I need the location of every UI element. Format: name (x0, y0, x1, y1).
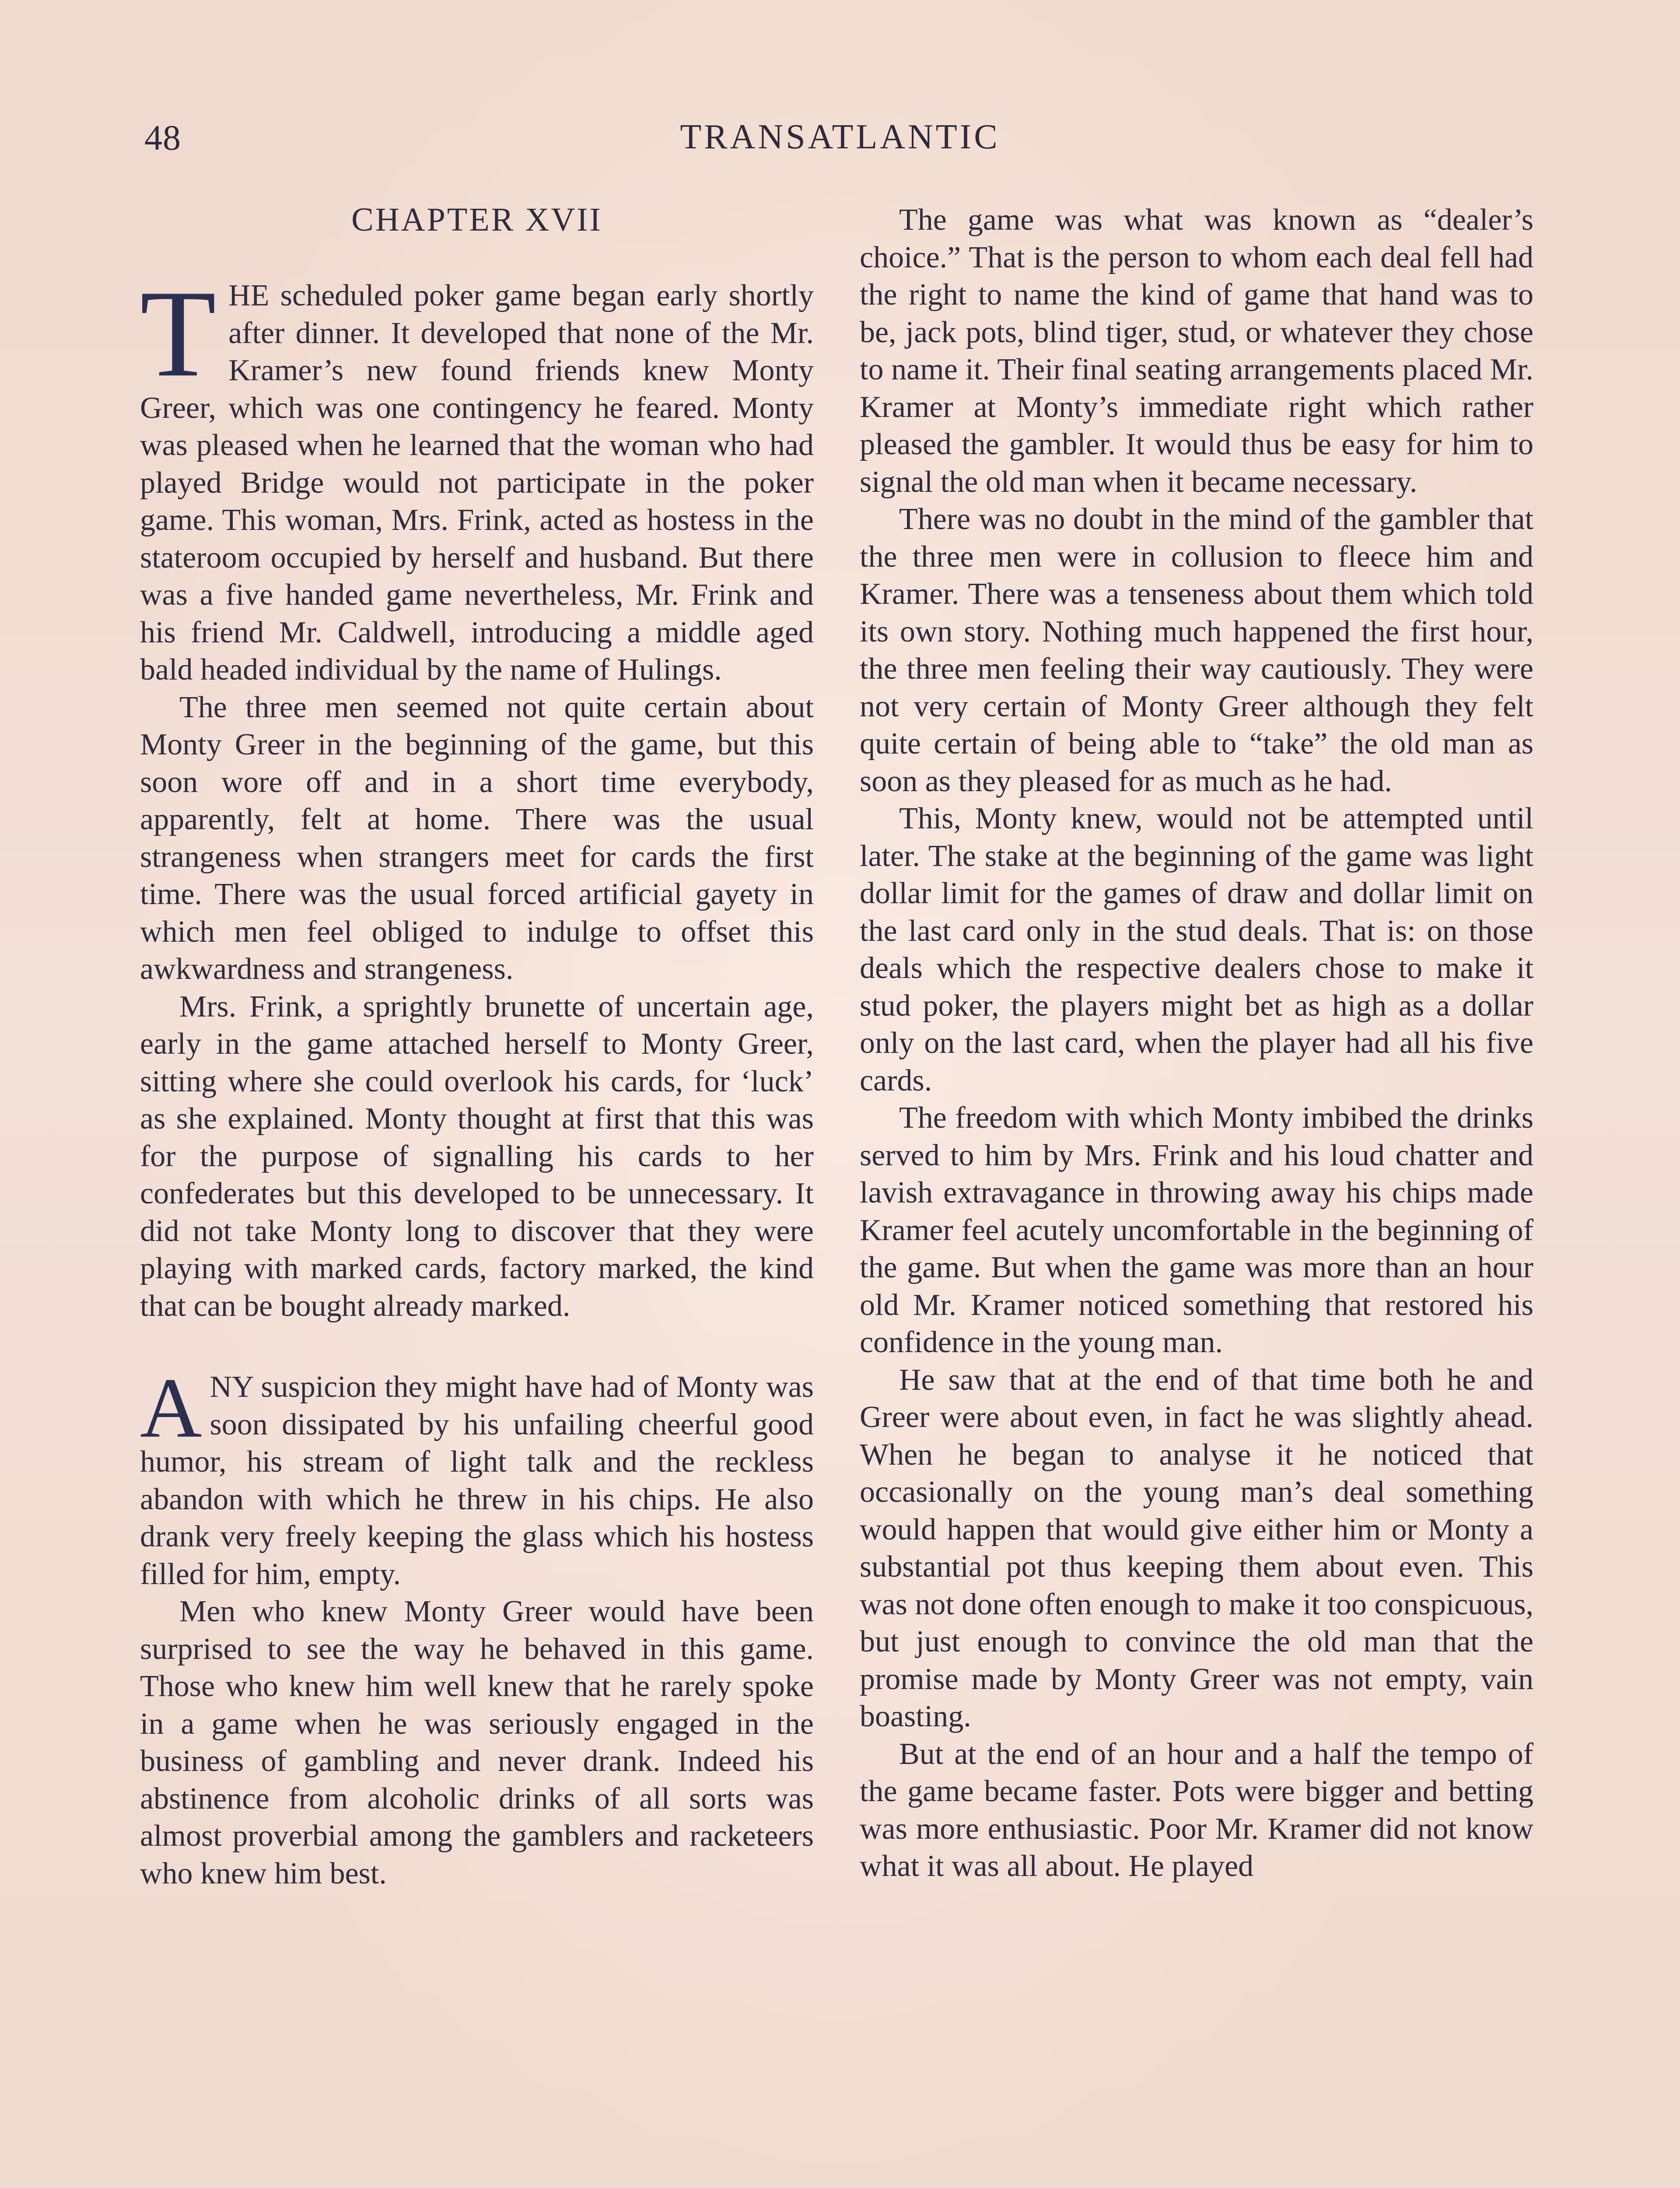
paragraph: The freedom with which Monty imbibed the drinks served to him by Mrs. Frink and his loud chatter and lavish extravagance in throwing away his chips made Kramer feel acutely uncomfortable in the beginning of the game. But when the game was more than an hour old Mr. Kramer noticed something that restored his confidence in the young man. (860, 1101, 1533, 1359)
right-column (860, 201, 1533, 1885)
chapter-heading: CHAPTER XVII (351, 201, 602, 238)
paragraph: Men who knew Monty Greer would have been surprised to see the way he behaved in this game. Those who knew him well knew that he rarely spoke in a game when he was seriously engaged in the business of gambling and never drank. Indeed his abstinence from alcoholic drinks of all sorts was almost proverbial among the gamblers and racketeers who knew him best. (140, 1595, 814, 1890)
paragraph: The three men seemed not quite certain about Monty Greer in the beginning of the game, but this soon wore off and in a short time everybody, apparently, felt at home. There was the usual strangeness when strangers meet for cards the first time. There was the usual forced artificial gayety in which men feel obliged to indulge to offset this awkwardness and strangeness. (140, 690, 814, 986)
paragraph: This, Monty knew, would not be attempted until later. The stake at the beginning of the game was light dollar limit for the games of draw and dollar limit on the last card only in the stud deals. That is: on those deals which the respective dealers chose to make it stud poker, the players might bet as high as a dollar only on the last card, when the player had all his five cards. (860, 802, 1533, 1098)
running-title: TRANSATLANTIC (680, 118, 1000, 156)
paragraph: He saw that at the end of that time both he and Greer were about even, in fact he was slightly ahead. When he began to analyse it he noticed that occasionally on the young man’s deal something would happen that would give either him or Monty a substantial pot thus keeping them about even. This was not done often enough to make it too conspicuous, but just enough to convince the old man that the promise made by Monty Greer was not empty, vain boasting. (860, 1363, 1533, 1733)
paragraph: But at the end of an hour and a half the tempo of the game became faster. Pots were bigger and betting was more enthusiastic. Poor Mr. Kramer did not know what it was all about. He played (860, 1737, 1533, 1883)
paragraph: There was no doubt in the mind of the gambler that the three men were in collusion to fleece him and Kramer. There was a tenseness about them which told its own story. Nothing much happened the first hour, the three men feeling their way cautiously. They were not very certain of Monty Greer although they felt quite certain of being able to “take” the old man as soon as they pleased for as much as he had. (860, 502, 1533, 798)
drop-cap: T (140, 264, 217, 403)
paragraph (140, 1360, 814, 1593)
paragraph: Mrs. Frink, a sprightly brunette of uncertain age, early in the game attached herself to Monty Greer, sitting where she could overlook his cards, for ‘luck’ as she explained. Monty thought at first that this was for the purpose of signalling his cards to her confederates but this developed to be unnecessary. It did not take Monty long to discover that they were playing with marked cards, factory marked, the kind that can be bought already marked. (140, 989, 814, 1323)
paragraph-text: NY suspicion they might have had of Monty was soon dissipated by his unfailing cheerful good humor, his stream of light talk and the reckless abandon with which he threw in his chips. He also drank very freely keeping the glass which his hostess filled for him, empty. (140, 1370, 814, 1591)
left-column (140, 201, 814, 1892)
paragraph (140, 264, 814, 689)
paragraph: The game was what was known as “dealer’s choice.” That is the person to whom each deal fell had the right to name the kind of game that hand was to be, jack pots, blind tiger, stud, or whatever they chose to name it. Their final seating arrangements placed Mr. Kramer at Monty’s immediate right which rather pleased the gambler. It would thus be easy for him to signal the old man when it became necessary. (860, 203, 1533, 499)
drop-cap: A (140, 1360, 202, 1455)
page-number: 48 (144, 118, 181, 158)
running-header (140, 117, 1540, 165)
section-break (140, 1325, 814, 1368)
paragraph-text: HE scheduled poker game began early shortly after dinner. It developed that none of the Mr. Kramer’s new found friends knew Monty Greer, which was one contingency he feared. Monty was pleased when he learned that the woman who had played Bridge would not participate in the poker game. This woman, Mrs. Frink, acted as hostess in the stateroom occupied by herself and husband. But there was a five handed game nevertheless, Mr. Frink and his friend Mr. Caldwell, introducing a middle aged bald headed individual by the name of Hulings. (140, 279, 814, 687)
